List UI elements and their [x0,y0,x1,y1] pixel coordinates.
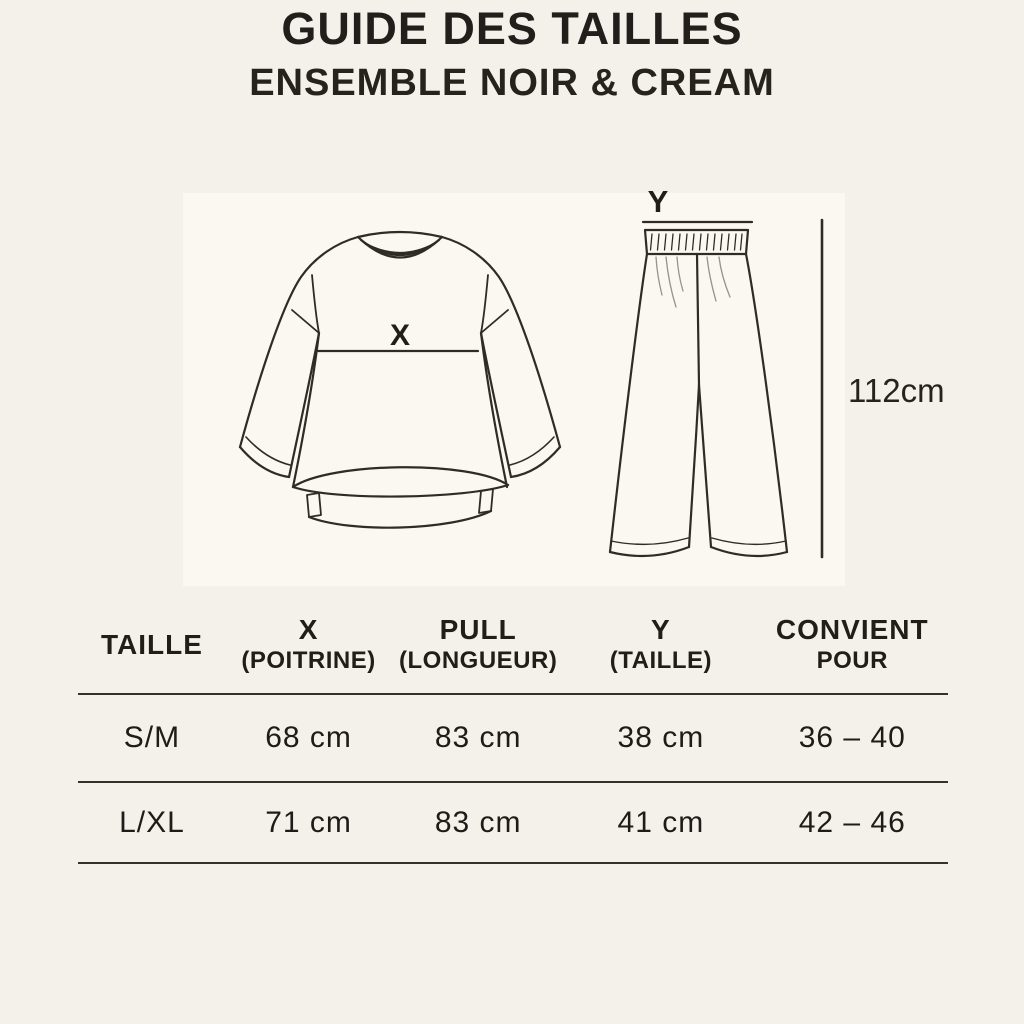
garment-diagram [150,175,960,600]
table-header-fits [757,596,948,693]
cell-waist: 41 cm [617,805,705,839]
table-header-length [391,596,565,693]
table-header-chest [226,596,391,693]
header-sub: (POITRINE) [241,647,376,674]
waist-measure-label: Y [647,184,669,219]
cell-size: L/XL [119,805,185,839]
cell-length: 83 cm [434,721,522,754]
table-row [78,695,948,783]
header-main: X [298,614,319,645]
cell-length: 83 cm [434,805,522,839]
cell-chest: 68 cm [265,721,352,754]
cell-fits: 42 – 46 [798,805,906,839]
header-sub: (LONGUEUR) [399,647,558,674]
size-table [78,596,948,864]
page-title: GUIDE DES TAILLES [281,3,743,54]
chest-measure-label: X [389,319,411,352]
header-sub: (TAILLE) [609,647,712,674]
cell-waist: 38 cm [617,721,705,754]
table-row [78,783,948,864]
table-header-size [78,596,226,693]
table-header-row [78,596,948,695]
header-main: TAILLE [100,628,203,660]
header-sub: POUR [816,647,888,674]
cell-fits: 36 – 40 [798,721,906,754]
table-header-waist [565,596,756,693]
header-main: Y [651,614,671,645]
length-measure-label: 112cm [848,372,945,409]
page-subtitle: ENSEMBLE NOIR & CREAM [249,62,775,104]
header-main: CONVIENT [775,614,929,645]
cell-chest: 71 cm [265,805,352,839]
header-main: PULL [439,614,517,645]
cell-size: S/M [123,721,181,754]
